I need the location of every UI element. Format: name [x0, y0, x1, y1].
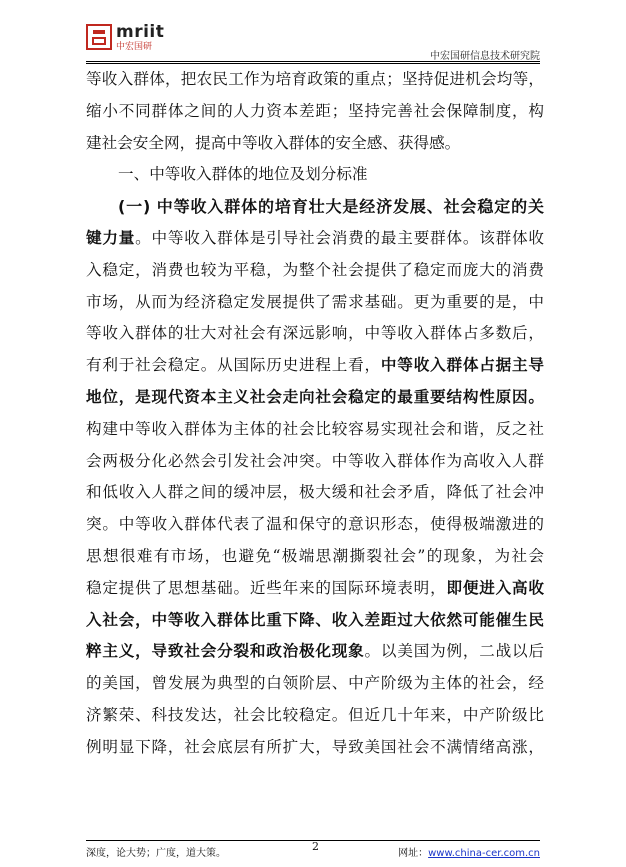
bold-text: 键力量: [86, 228, 136, 247]
body-line: 等收入群体的壮大对社会有深远影响，中等收入群体占多数后，: [86, 324, 544, 343]
body-line: 例明显下降，社会底层有所扩大，导致美国社会不满情绪高涨，: [86, 737, 544, 756]
body-line: 构建中等收入群体为主体的社会比较容易实现社会和谐，反之社: [86, 419, 544, 438]
body-line: 粹主义，导致社会分裂和政治极化现象。以美国为例，二战以后: [86, 642, 544, 661]
logo-wordmark: mriit: [116, 22, 165, 42]
page-footer: [86, 840, 540, 860]
document-body: [86, 64, 544, 764]
body-line: 键力量。中等收入群体是引导社会消费的最主要群体。该群体收: [86, 228, 544, 247]
logo: [86, 24, 164, 52]
page-number: 2: [312, 840, 319, 853]
footer-url-label: 网址：: [398, 848, 429, 859]
body-line: 建社会安全网，提高中等收入群体的安全感、获得感。: [86, 133, 461, 152]
body-line: 会两极分化必然会引发社会冲突。中等收入群体作为高收入人群: [86, 451, 544, 470]
footer-website: [398, 844, 540, 859]
page-header: [86, 24, 540, 64]
footer-slogan: 深度，论大势；广度，道大策。: [86, 848, 226, 859]
body-line: 入稳定，消费也较为平稳，为整个社会提供了稳定而庞大的消费: [86, 260, 544, 279]
header-divider: [86, 61, 540, 62]
body-line: 有利于社会稳定。从国际历史进程上看，中等收入群体占据主导: [86, 356, 544, 375]
header-organization: 中宏国研信息技术研究院: [430, 51, 540, 62]
body-line: 市场，从而为经济稳定发展提供了需求基础。更为重要的是，中: [86, 292, 544, 311]
body-line: 缩小不同群体之间的人力资本差距；坚持完善社会保障制度，构: [86, 101, 544, 120]
body-line: 突。中等收入群体代表了温和保守的意识形态，使得极端激进的: [86, 515, 544, 534]
body-line: 和低收入人群之间的缓冲层，极大缓和社会矛盾，降低了社会冲: [86, 483, 544, 502]
bold-text: 即便进入高收: [446, 578, 544, 597]
logo-icon: [86, 24, 112, 50]
body-line: 思想很难有市场，也避免“极端思潮撕裂社会”的现象，为社会: [86, 546, 544, 565]
logo-chinese-name: 中宏国研: [116, 42, 153, 52]
body-line: 等收入群体，把农民工作为培育政策的重点；坚持促进机会均等，: [86, 70, 544, 88]
bold-text: 地位，是现代资本主义社会走向社会稳定的最重要结构性原因。: [86, 387, 544, 406]
bold-text: 入社会，中等收入群体比重下降、收入差距过大依然可能催生民: [86, 610, 544, 629]
section-heading: 一、中等收入群体的地位及划分标准: [118, 165, 368, 184]
footer-url-link[interactable]: www.china-cer.com.cn: [428, 848, 540, 859]
subsection-heading: (一) 中等收入群体的培育壮大是经济发展、社会稳定的关: [118, 197, 544, 217]
bold-text: 粹主义，导致社会分裂和政治极化现象: [86, 642, 365, 661]
bold-text: 中等收入群体占据主导: [380, 356, 544, 375]
body-line: 济繁荣、科技发达，社会比较稳定。但近几十年来，中产阶级比: [86, 705, 544, 724]
body-line: [86, 605, 544, 637]
body-line: 稳定提供了思想基础。近些年来的国际环境表明，即便进入高收: [86, 578, 544, 597]
body-line: [86, 382, 544, 414]
body-line: 的美国，曾发展为典型的白领阶层、中产阶级为主体的社会，经: [86, 674, 544, 693]
